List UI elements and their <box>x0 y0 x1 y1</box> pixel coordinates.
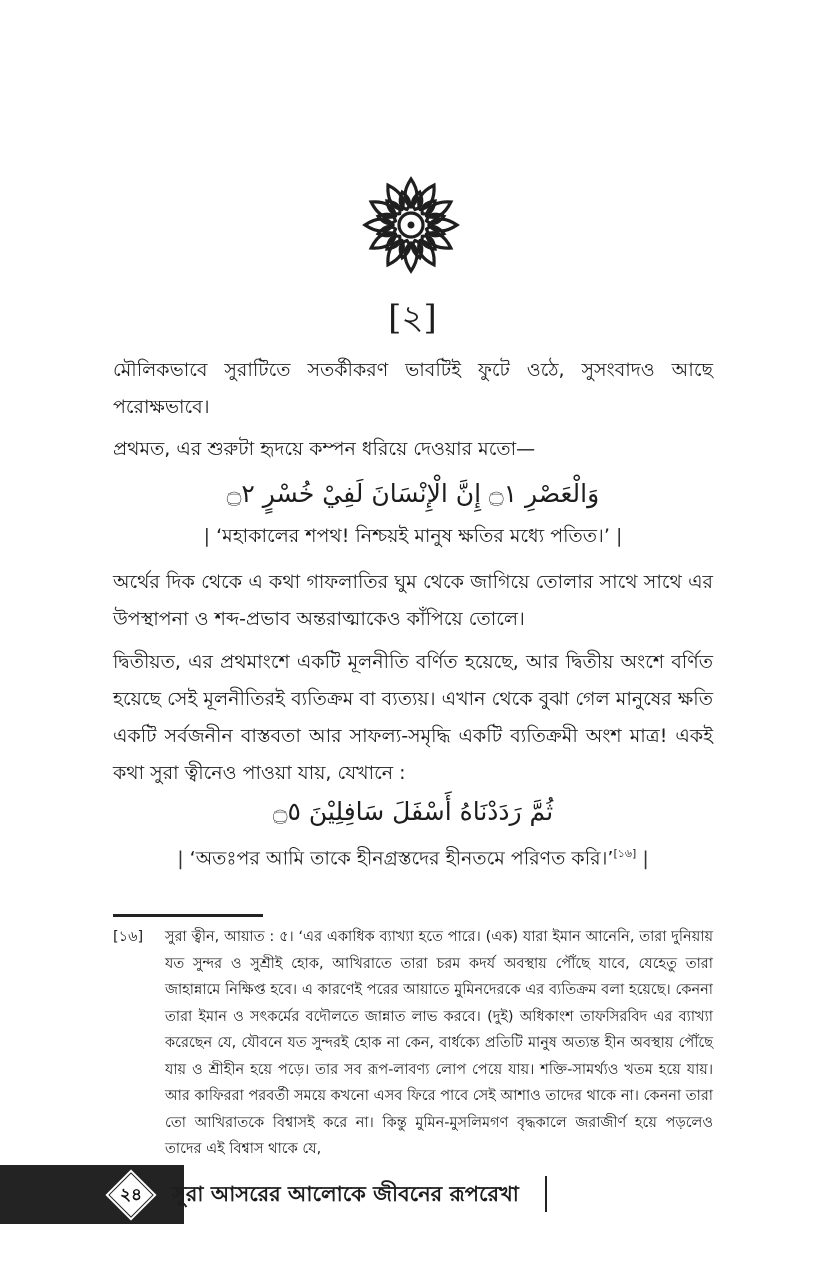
arabic-verse-asr: وَالْعَصْرِ ۝١ إِنَّ الْإِنْسَانَ لَفِيْ خُسْرٍ ۝٢ <box>226 479 600 508</box>
bracket-bar: | <box>203 525 211 547</box>
verse-translation-asr <box>113 518 713 554</box>
bracket-bar: | <box>615 525 623 547</box>
footnote <box>113 924 713 1163</box>
bracket-bar: | <box>177 847 184 870</box>
verse-translation-tin <box>113 836 713 876</box>
paragraph-second-point: দ্বিতীয়ত, এর প্রথমাংশে একটি মূলনীতি বর্ণিত হয়েছে, আর দ্বিতীয় অংশে বর্ণিত হয়েছে সেই মূলনীতিরই ব্যতিক্রম বা ব্যত্যয়। এখান থেকে বুঝা গেল মানুষের ক্ষতি একটি সর্বজনীন বাস্তবতা আর সাফল্য-সমৃদ্ধি একটি ব্যতিক্রমী অংশ মাত্র! একই কথা সুরা ত্বীনেও পাওয়া যায়, যেখানে : <box>113 651 713 784</box>
translation-text: ‘অতঃপর আমি তাকে হীনগ্রস্তদের হীনতমে পরিণত করি।’ <box>189 847 614 870</box>
footer-separator <box>545 1176 547 1212</box>
page-number: ২৪ <box>119 1185 143 1205</box>
footnote-reference[interactable]: [১৬] <box>613 847 637 860</box>
paragraph-meaning: অর্থের দিক থেকে এ কথা গাফলাতির ঘুম থেকে জাগিয়ে তোলার সাথে সাথে এর উপস্থাপনা ও শব্দ-প্রভাব অন্তরাত্মাকেও কাঁপিয়ে তোলে। <box>113 571 713 630</box>
arabic-verse-tin: ثُمَّ رَدَدْنَاهُ أَسْفَلَ سَافِلِيْنَ ۝٥ <box>272 797 554 826</box>
bracket-bar: | <box>642 847 649 870</box>
paragraph-first-point: প্রথমত, এর শুরুটা হৃদয়ে কম্পন ধরিয়ে দেওয়ার মতো— <box>113 438 536 460</box>
footnote-marker: [১৬] <box>113 929 144 945</box>
footnote-divider <box>113 914 263 917</box>
floral-ornament-icon <box>361 175 461 275</box>
footnote-text: সুরা ত্বীন, আয়াত : ৫। ‘এর একাধিক ব্যাখ্যা হতে পারে। (এক) যারা ইমান আনেনি, তারা দুনিয়ায় যত সুন্দর ও সুশ্রীই হোক, আখিরাতে তারা চরম কদর্য অবস্থায় পৌঁছে যাবে, যেহেতু তারা জাহান্নামে নিক্ষিপ্ত হবে। এ কারণেই পরের আয়াতে মুমিনদেরকে এর ব্যতিক্রম বলা হয়েছে। কেননা তারা ইমান ও সৎকর্মের বদৌলতে জান্নাত লাভ করবে। (দুই) অধিকাংশ তাফসিরবিদ এর ব্যাখ্যা করেছেন যে, যৌবনে যত সুন্দরই হোক না কেন, বার্ধক্যে প্রতিটি মানুষ অত্যন্ত হীন অবস্থায় পৌঁছে যায় ও শ্রীহীন হয়ে পড়ে। তার সব রূপ-লাবণ্য লোপ পেয়ে যায়। শক্তি-সামর্থ্যও খতম হয়ে যায়। আর কাফিররা পরবর্তী সময়ে কখনো এসব ফিরে পাবে সেই আশাও তাদের থাকে না। কেননা তারা তো আখিরাতকে বিশ্বাসই করে না। কিন্তু মুমিন-মুসলিমগণ বৃদ্ধকালে জরাজীর্ণ হয়ে পড়লেও তাদের এই বিশ্বাস থাকে যে, <box>165 929 713 1157</box>
book-title: সুরা আসরের আলোকে জীবনের রূপরেখা <box>172 1182 519 1206</box>
paragraph-intro: মৌলিকভাবে সুরাটিতে সতর্কীকরণ ভাবটিই ফুটে ওঠে, সুসংবাদও আছে পরোক্ষভাবে। <box>113 359 713 418</box>
translation-text: ‘মহাকালের শপথ! নিশ্চয়ই মানুষ ক্ষতির মধ্যে পতিত।’ <box>216 525 610 547</box>
section-number: [২] <box>388 298 437 338</box>
